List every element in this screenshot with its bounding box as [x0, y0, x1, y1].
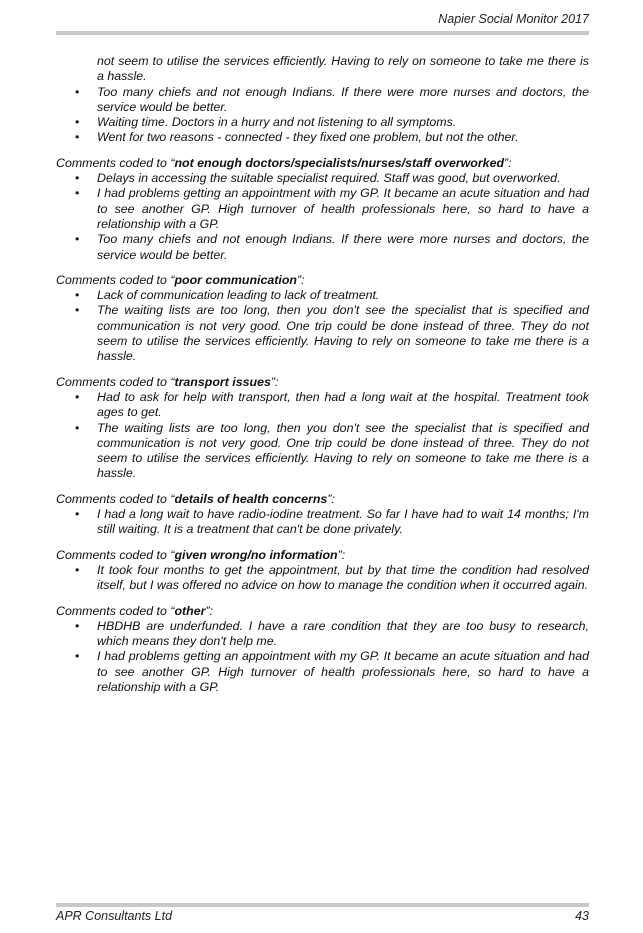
list-item-text: Delays in accessing the suitable specialist required. Staff was good, but overworked. [97, 171, 561, 186]
heading-prefix: Comments coded to “ [56, 491, 175, 506]
list-item [56, 171, 589, 186]
code-label: other [174, 603, 206, 618]
section-heading [56, 273, 589, 288]
section-heading [56, 604, 589, 619]
bullet-icon: • [75, 562, 80, 577]
page-header-title: Napier Social Monitor 2017 [438, 12, 589, 26]
heading-suffix: ”: [504, 155, 512, 170]
section-heading [56, 548, 589, 563]
continuation-text: not seem to utilise the services efficiently. Having to rely on someone to take me there is a hassle. [97, 54, 589, 84]
bullet-icon: • [75, 186, 80, 201]
comment-list [56, 390, 589, 482]
list-item [56, 303, 589, 364]
list-item [56, 421, 589, 482]
comment-section [56, 548, 589, 594]
list-item-text: Went for two reasons - connected - they fixed one problem, but not the other. [97, 130, 519, 145]
section-heading [56, 492, 589, 507]
heading-prefix: Comments coded to “ [56, 272, 175, 287]
code-label: details of health concerns [174, 491, 328, 506]
bullet-icon: • [75, 130, 80, 145]
comment-list [56, 171, 589, 263]
comment-list [56, 619, 589, 695]
list-item-text: Had to ask for help with transport, then had a long wait at the hospital. Treatment took ages to get. [97, 389, 589, 420]
bullet-icon: • [75, 507, 80, 522]
heading-suffix: ”: [297, 272, 305, 287]
bullet-icon: • [75, 115, 80, 130]
list-item [56, 232, 589, 263]
comment-list [56, 563, 589, 594]
bullet-icon: • [75, 618, 80, 633]
list-item-text: Waiting time. Doctors in a hurry and not listening to all symptoms. [97, 115, 457, 130]
list-item-text: The waiting lists are too long, then you don't see the specialist that is specified and communication is not very good. One trip could be done instead of three. They do not seem to utilise the services efficiently. Having to rely on someone to take me there is a hassle. [97, 420, 589, 481]
heading-suffix: ”: [270, 374, 279, 389]
list-item-text: It took four months to get the appointment, but by that time the condition had resolved itself, but I was offered no advice on how to manage the condition when it occurred again. [97, 562, 589, 593]
bullet-icon: • [75, 420, 80, 435]
bullet-icon: • [75, 389, 80, 404]
comment-section [56, 156, 589, 263]
continuation-list [56, 54, 589, 146]
bullet-icon: • [75, 171, 80, 186]
list-item [56, 115, 589, 130]
code-label: transport issues [174, 374, 271, 389]
list-item-text: Too many chiefs and not enough Indians. If there were more nurses and doctors, the service would be better. [97, 232, 589, 262]
comment-list [56, 288, 589, 364]
list-item [56, 619, 589, 650]
list-item-text: Lack of communication leading to lack of treatment. [97, 288, 380, 303]
list-item [56, 130, 589, 145]
list-item-text: I had problems getting an appointment with my GP. It became an acute situation and had to see another GP. High turnover of health professionals here, so hard to have a relationship with a GP. [97, 186, 589, 231]
bullet-icon: • [75, 288, 80, 303]
comment-section [56, 604, 589, 696]
bullet-icon: • [75, 232, 80, 247]
comment-section [56, 375, 589, 482]
list-item [56, 288, 589, 303]
footer-rule [56, 903, 589, 907]
list-item-text: The waiting lists are too long, then you don't see the specialist that is specified and communication is not very good. One trip could be done instead of three. They do not seem to utilise the services efficiently. Having to rely on someone to take me there is a hassle. [97, 303, 589, 364]
list-item-text: I had a long wait to have radio-iodine treatment. So far I have had to wait 14 months; I'm still waiting. It is a treatment that can't be done privately. [97, 507, 589, 537]
list-item-text: HBDHB are underfunded. I have a rare condition that they are too busy to research, which means they don't help me. [97, 618, 589, 649]
list-item [56, 563, 589, 594]
list-item [56, 507, 589, 538]
code-label: poor communication [174, 272, 297, 287]
comment-list [56, 507, 589, 538]
heading-suffix: ”: [205, 603, 214, 618]
page-content [56, 54, 589, 695]
list-item [56, 390, 589, 421]
heading-suffix: ”: [337, 547, 346, 562]
heading-prefix: Comments coded to “ [56, 374, 175, 389]
list-item [56, 186, 589, 232]
page-number: 43 [575, 909, 589, 923]
code-label: given wrong/no information [174, 547, 338, 562]
bullet-icon: • [75, 649, 80, 664]
section-heading [56, 156, 589, 171]
section-heading [56, 375, 589, 390]
heading-prefix: Comments coded to “ [56, 603, 175, 618]
heading-prefix: Comments coded to “ [56, 155, 175, 170]
bullet-icon: • [75, 303, 80, 318]
heading-prefix: Comments coded to “ [56, 547, 175, 562]
list-item [56, 85, 589, 116]
comment-section [56, 273, 589, 365]
list-item [56, 54, 589, 85]
list-item [56, 649, 589, 695]
bullet-icon: • [75, 84, 80, 99]
footer-company: APR Consultants Ltd [56, 909, 173, 923]
code-label: not enough doctors/specialists/nurses/staff overworked [174, 155, 505, 170]
list-item-text: Too many chiefs and not enough Indians. If there were more nurses and doctors, the service would be better. [97, 84, 589, 114]
list-item-text: I had problems getting an appointment with my GP. It became an acute situation and had to see another GP. High turnover of health professionals here, so hard to have a relationship with a GP. [97, 649, 589, 694]
comment-section [56, 492, 589, 538]
header-rule [56, 31, 589, 35]
heading-suffix: ”: [327, 491, 335, 506]
